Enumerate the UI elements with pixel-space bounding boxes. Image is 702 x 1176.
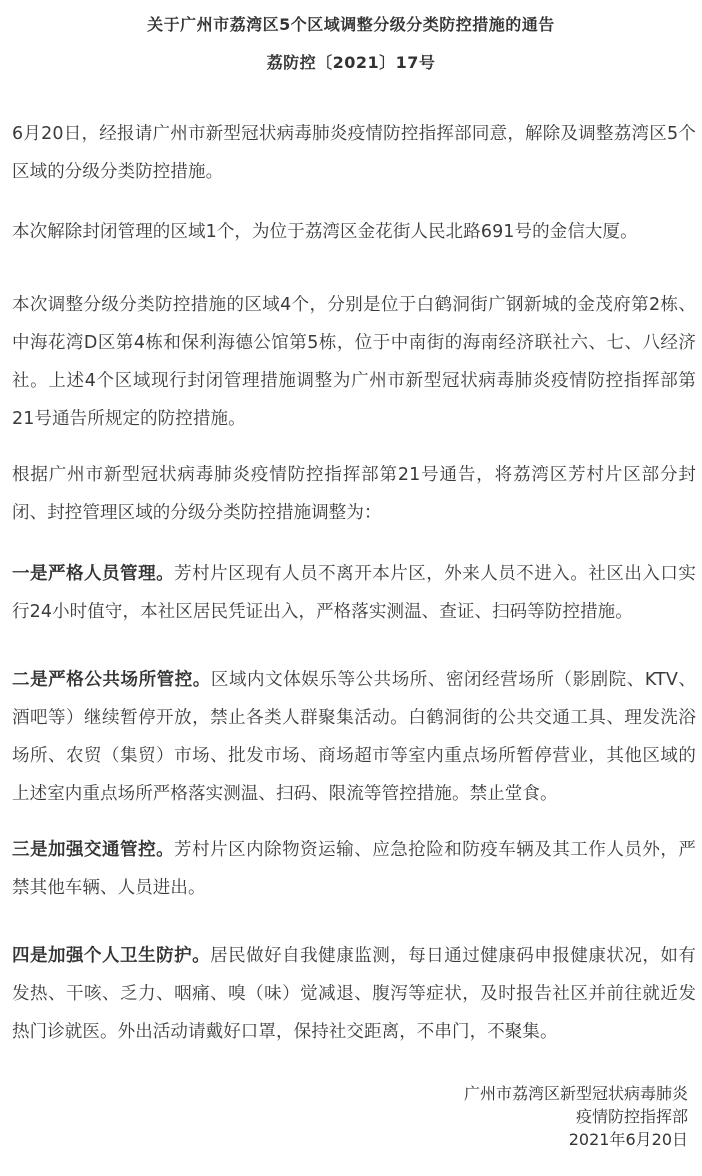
paragraph-intro — [12, 115, 696, 191]
paragraph-lifted-area — [12, 213, 696, 251]
paragraph-measure-2 — [12, 661, 696, 813]
paragraph-measure-1 — [12, 555, 696, 631]
paragraph-adjusted-areas — [12, 286, 696, 438]
paragraph-text: 本次调整分级分类防控措施的区域4个，分别是位于白鹤洞街广钢新城的金茂府第2栋、中海花湾D区第4栋和保利海德公馆第5栋，位于中南街的海南经济联社六、七、八经济社。上述4个区域现行封闭管理措施调整为广州市新型冠状病毒肺炎疫情防控指挥部第21号通告所规定的防控措施。 — [12, 295, 696, 429]
paragraph-text: 芳村片区现有人员不离开本片区，外来人员不进入。社区出入口实行24小时值守，本社区居民凭证出入，严格落实测温、查证、扫码等防控措施。 — [12, 564, 696, 622]
paragraph-text: 本次解除封闭管理的区域1个，为位于荔湾区金花街人民北路691号的金信大厦。 — [12, 222, 638, 242]
paragraph-text: 6月20日，经报请广州市新型冠状病毒肺炎疫情防控指挥部同意，解除及调整荔湾区5个区域的分级分类防控措施。 — [12, 124, 696, 182]
paragraph-text: 芳村片区内除物资运输、应急抢险和防疫车辆及其工作人员外，严禁其他车辆、人员进出。 — [12, 840, 696, 898]
measure-lead: 三是加强交通管控。 — [12, 840, 175, 860]
paragraph-text: 区域内文体娱乐等公共场所、密闭经营场所（影剧院、KTV、酒吧等）继续暂停开放，禁止各类人群聚集活动。白鹤洞街的公共交通工具、理发洗浴场所、农贸（集贸）市场、批发市场、商场超市等室内重点场所暂停营业，其他区域的上述室内重点场所严格落实测温、扫码、限流等管控措施。禁止堂食。 — [12, 670, 696, 804]
signature-org-line1: 广州市荔湾区新型冠状病毒肺炎 — [463, 1084, 688, 1103]
signature-block — [464, 1082, 688, 1151]
paragraph-basis — [12, 456, 696, 532]
signature-date: 2021年6月20日 — [568, 1130, 688, 1149]
document-number: 荔防控〔2021〕17号 — [266, 53, 436, 72]
paragraph-text: 根据广州市新型冠状病毒肺炎疫情防控指挥部第21号通告，将荔湾区芳村片区部分封闭、封控管理区域的分级分类防控措施调整为： — [12, 465, 696, 523]
paragraph-text: 居民做好自我健康监测，每日通过健康码申报健康状况，如有发热、干咳、乏力、咽痛、嗅（味）觉减退、腹泻等症状，及时报告社区并前往就近发热门诊就医。外出活动请戴好口罩，保持社交距离，不串门，不聚集。 — [12, 946, 696, 1042]
paragraph-measure-4 — [12, 937, 696, 1051]
measure-lead: 二是严格公共场所管控。 — [12, 670, 211, 690]
paragraph-measure-3 — [12, 831, 696, 907]
document-title: 关于广州市荔湾区5个区域调整分级分类防控措施的通告 — [147, 15, 555, 34]
measure-lead: 一是严格人员管理。 — [12, 564, 175, 584]
measure-lead: 四是加强个人卫生防护。 — [12, 946, 211, 966]
signature-org-line2: 疫情防控指挥部 — [575, 1107, 688, 1126]
